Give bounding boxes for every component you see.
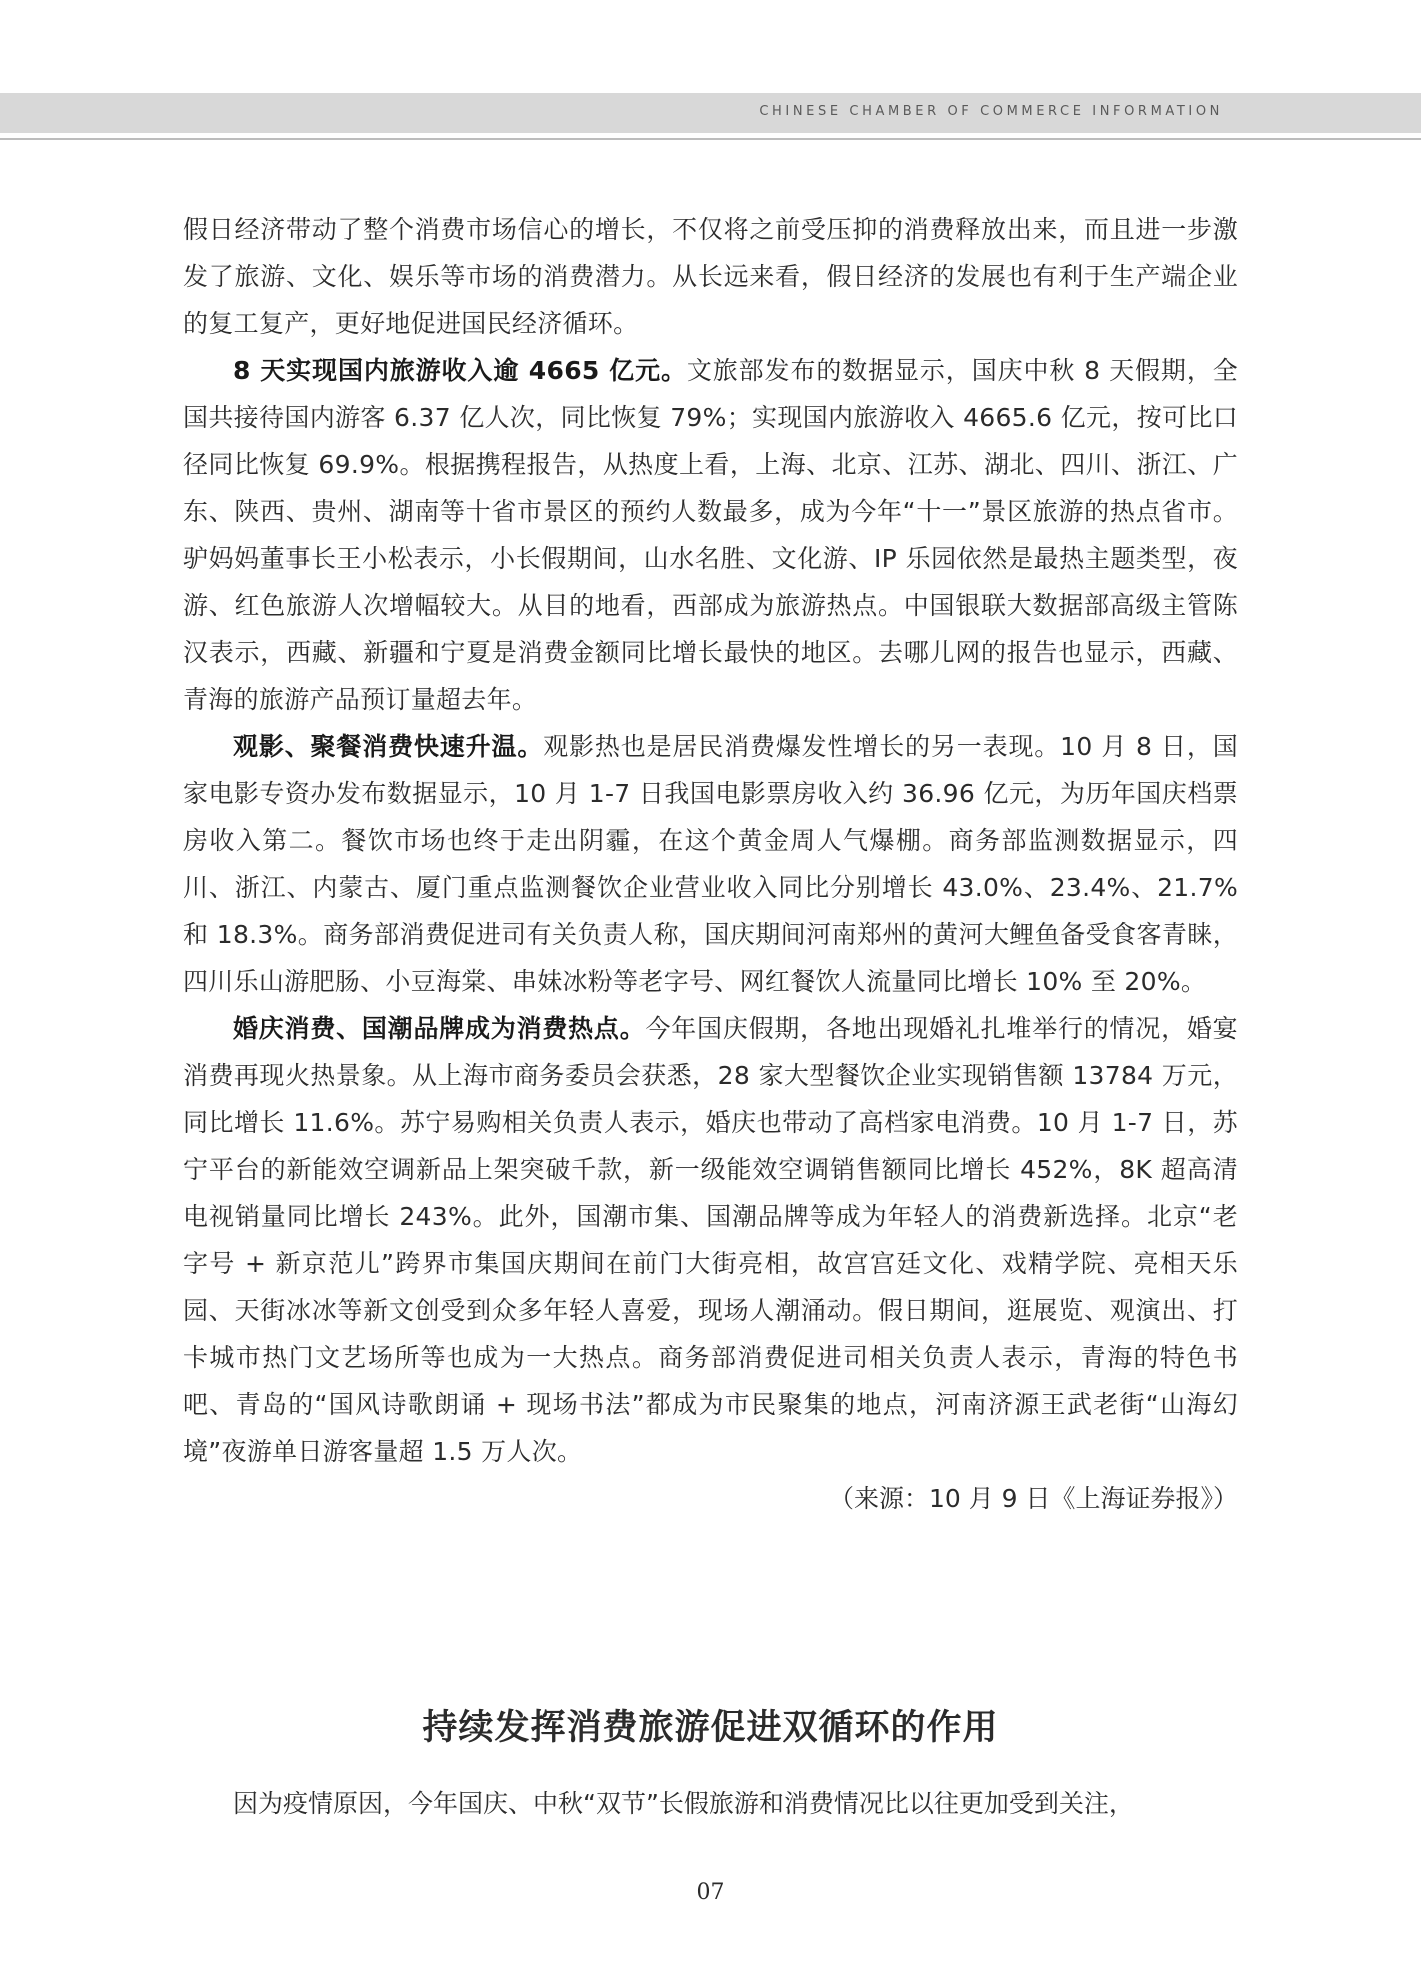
article-paragraph (183, 347, 1238, 723)
paragraph-lead: 8 天实现国内旅游收入逾 4665 亿元。 (233, 356, 687, 385)
paragraph-text: 文旅部发布的数据显示，国庆中秋 8 天假期，全国共接待国内游客 6.37 亿人次，同比恢复 79%；实现国内旅游收入 4665.6 亿元，按可比口径同比恢复 69.9%。根据携程报告，从热度上看，上海、北京、江苏、湖北、四川、浙江、广东、陕西、贵州、湖南等十省市景区的预约人数最多，成为今年“十一”景区旅游的热点省市。驴妈妈董事长王小松表示，小长假期间，山水名胜、文化游、IP 乐园依然是最热主题类型，夜游、红色旅游人次增幅较大。从目的地看，西部成为旅游热点。中国银联大数据部高级主管陈汉表示，西藏、新疆和宁夏是消费金额同比增长最快的地区。去哪儿网的报告也显示，西藏、青海的旅游产品预订量超去年。 (183, 356, 1239, 714)
article-paragraph (183, 206, 1238, 347)
page-number: 07 (696, 1880, 725, 1905)
section-paragraph: 因为疫情原因，今年国庆、中秋“双节”长假旅游和消费情况比以往更加受到关注， (233, 1789, 1134, 1818)
publication-header: CHINESE CHAMBER OF COMMERCE INFORMATION (759, 104, 1223, 119)
header-divider (0, 138, 1421, 140)
paragraph-lead: 观影、聚餐消费快速升温。 (233, 732, 544, 761)
article-source: （来源：10 月 9 日《上海证券报》） (828, 1484, 1238, 1513)
paragraph-text: 假日经济带动了整个消费市场信心的增长，不仅将之前受压抑的消费释放出来，而且进一步激发了旅游、文化、娱乐等市场的消费潜力。从长远来看，假日经济的发展也有利于生产端企业的复工复产，更好地促进国民经济循环。 (183, 215, 1238, 338)
paragraph-text: 观影热也是居民消费爆发性增长的另一表现。10 月 8 日，国家电影专资办发布数据显示，10 月 1-7 日我国电影票房收入约 36.96 亿元，为历年国庆档票房收入第二。餐饮市场也终于走出阴霾，在这个黄金周人气爆棚。商务部监测数据显示，四川、浙江、内蒙古、厦门重点监测餐饮企业营业收入同比分别增长 43.0%、23.4%、21.7% 和 18.3%。商务部消费促进司有关负责人称，国庆期间河南郑州的黄河大鲤鱼备受食客青睐，四川乐山游肥肠、小豆海棠、串妹冰粉等老字号、网红餐饮人流量同比增长 10% 至 20%。 (183, 732, 1238, 996)
section-title: 持续发挥消费旅游促进双循环的作用 (422, 1708, 999, 1748)
paragraph-lead: 婚庆消费、国潮品牌成为消费热点。 (233, 1014, 646, 1043)
article-paragraph (183, 1005, 1238, 1475)
article-body (183, 206, 1238, 1522)
paragraph-text: 今年国庆假期，各地出现婚礼扎堆举行的情况，婚宴消费再现火热景象。从上海市商务委员会获悉，28 家大型餐饮企业实现销售额 13784 万元，同比增长 11.6%。苏宁易购相关负责人表示，婚庆也带动了高档家电消费。10 月 1-7 日，苏宁平台的新能效空调新品上架突破千款，新一级能效空调销售额同比增长 452%，8K 超高清电视销量同比增长 243%。此外，国潮市集、国潮品牌等成为年轻人的消费新选择。北京“老字号 + 新京范儿”跨界市集国庆期间在前门大街亮相，故宫宫廷文化、戏精学院、亮相天乐园、天街冰冰等新文创受到众多年轻人喜爱，现场人潮涌动。假日期间，逛展览、观演出、打卡城市热门文艺场所等也成为一大热点。商务部消费促进司相关负责人表示，青海的特色书吧、青岛的“国风诗歌朗诵 + 现场书法”都成为市民聚集的地点，河南济源王武老街“山海幻境”夜游单日游客量超 1.5 万人次。 (183, 1014, 1238, 1466)
article-paragraph (183, 723, 1238, 1005)
